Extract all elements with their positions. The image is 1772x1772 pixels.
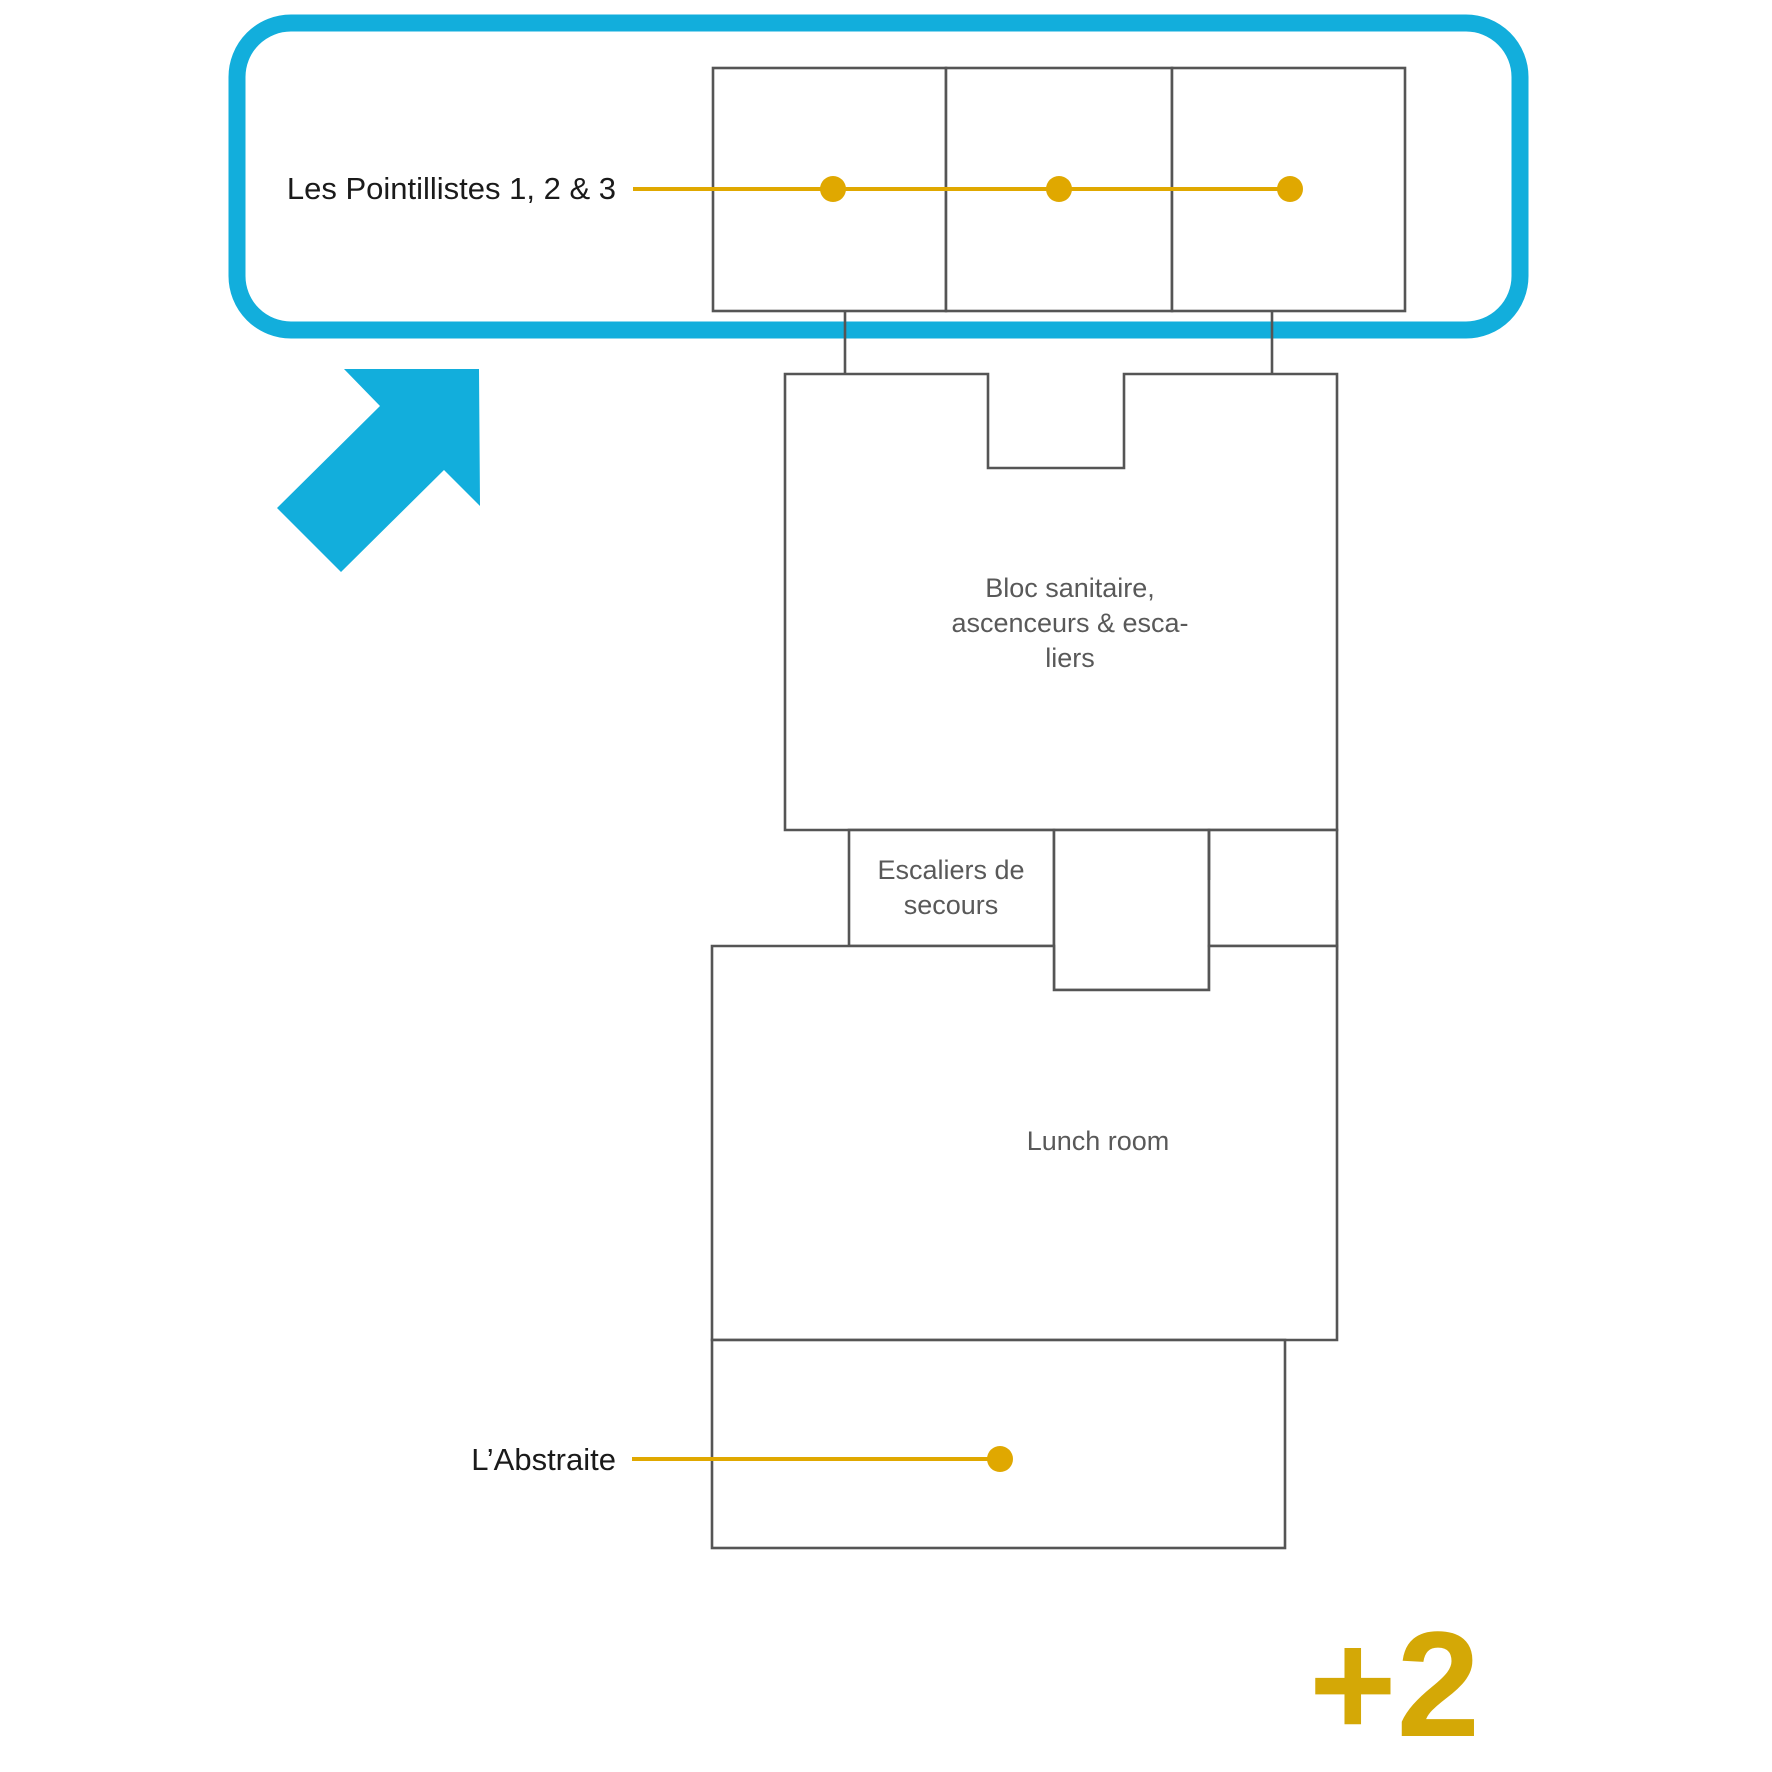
room-label-escaliers-line2: secours [903, 890, 999, 920]
callout-point-1[interactable] [820, 176, 846, 202]
room-escaliers-de-secours[interactable] [849, 830, 1054, 946]
callout-label-l-abstraite: L’Abstraite [471, 1442, 616, 1477]
room-label-lunch-room: Lunch room [1026, 1126, 1170, 1156]
room-stair-adjacent-b[interactable] [1209, 830, 1337, 946]
callout-label-les-pointillistes: Les Pointillistes 1, 2 & 3 [286, 171, 616, 206]
callout-point-2[interactable] [1046, 176, 1072, 202]
callout-point-1[interactable] [987, 1446, 1013, 1472]
room-label-bloc-sanitaire-line1: Bloc sanitaire, [985, 573, 1155, 603]
corridor-connectors [845, 311, 1272, 375]
callout-point-3[interactable] [1277, 176, 1303, 202]
room-label-escaliers-line1: Escaliers de [877, 855, 1025, 885]
room-label-bloc-sanitaire-line3: liers [1045, 643, 1095, 673]
pointer-arrow-icon [276, 369, 480, 572]
room-l-abstraite[interactable] [712, 1340, 1285, 1548]
room-lunch-room[interactable] [712, 946, 1337, 1340]
room-stair-adjacent-a[interactable] [1054, 830, 1209, 990]
room-label-bloc-sanitaire-line2: ascenceurs & esca- [951, 608, 1189, 638]
floor-level-badge: +2 [1308, 1600, 1480, 1768]
